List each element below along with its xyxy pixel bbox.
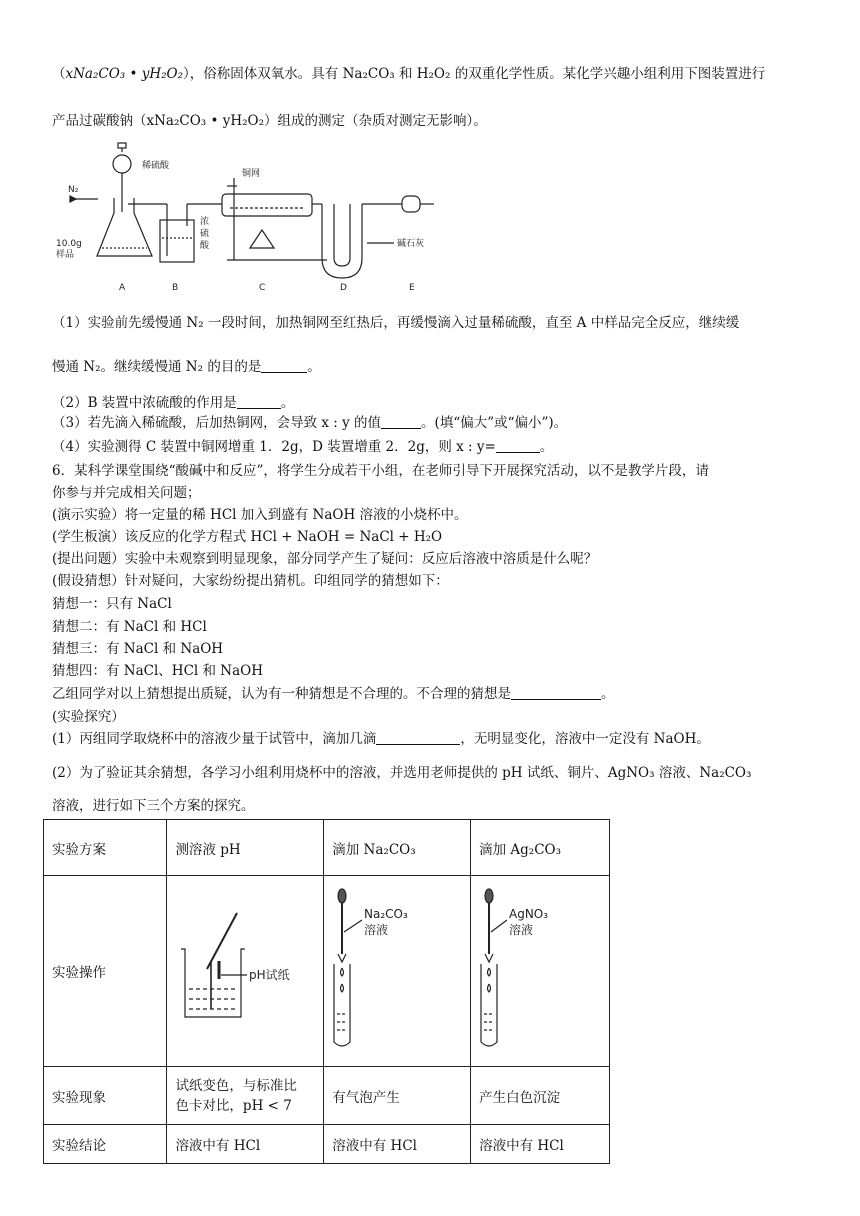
drying-tube-e <box>402 196 420 212</box>
answer-blank-3[interactable] <box>381 414 421 429</box>
row-header-plan: 实验方案 <box>44 820 167 876</box>
q6-challenge <box>52 684 615 704</box>
beaker-ph-paper-illustration <box>175 909 311 1029</box>
flask-a <box>97 198 152 256</box>
letter-d: D <box>340 283 347 293</box>
dropper-bulb-icon <box>485 889 493 903</box>
u-tube-d <box>322 204 362 278</box>
apparatus-diagram <box>52 138 452 298</box>
phenomenon-ph <box>167 1067 324 1125</box>
intro-line-1 <box>52 64 765 84</box>
q5-part1-line-b <box>52 357 321 377</box>
phenomenon-ph-line-2: 色卡对比，pH < 7 <box>175 1097 292 1114</box>
q6-e1-text-b: ，无明显变化，溶液中一定没有 NaOH。 <box>460 731 710 747</box>
dropper-bulb-icon <box>338 889 346 903</box>
label-solution-1: 溶液 <box>364 923 389 937</box>
dropper-agno3-illustration <box>479 884 601 1054</box>
label-conc-3: 酸 <box>200 241 210 251</box>
letter-e: E <box>409 283 415 293</box>
row-header-operation: 实验操作 <box>44 876 167 1067</box>
row-header-phenomenon: 实验现象 <box>44 1067 167 1125</box>
intro-text-1: ），俗称固体双氧水。具有 Na₂CO₃ 和 H₂O₂ 的双重化学性质。某化学兴趣小组利用下图装置进行 <box>183 66 766 82</box>
q6-demo: (演示实验）将一定量的稀 HCl 加入到盛有 NaOH 溶液的小烧杯中。 <box>52 507 468 523</box>
label-solution-2: 溶液 <box>509 923 534 937</box>
q6-e1-text-a: (1）丙组同学取烧杯中的溶液少量于试管中，滴加几滴 <box>52 731 377 747</box>
q6-question: (提出问题）实验中未观察到明显现象，部分同学产生了疑问：反应后溶液中溶质是什么呢？ <box>52 551 598 567</box>
drop-icon <box>341 968 344 976</box>
label-dilute-sulfuric: 稀硫酸 <box>142 161 170 171</box>
n2-arrow-icon <box>70 196 76 202</box>
q5-part3-end: 。(填“偏大”或“偏小”)。 <box>421 415 568 431</box>
q5-part1-line-a: （1）实验前先缓慢通 N₂ 一段时间，加热铜网至红热后，再缓慢滴入过量稀硫酸，直至 A 中样品完全反应，继续缓 <box>52 315 740 331</box>
dropper-na2co3-illustration <box>332 884 460 1054</box>
q5-part3-text: （3）若先滴入稀硫酸，后加热铜网，会导致 x : y 的值 <box>52 415 382 431</box>
intro-line-2: 产品过碳酸钠（xNa₂CO₃ • yH₂O₂）组成的测定（杂质对测定无影响）。 <box>52 113 487 129</box>
q6-explore-1 <box>52 729 710 749</box>
q5-part2-text: （2）B 装置中浓硫酸的作用是 <box>52 395 237 411</box>
label-conc-2: 硫 <box>200 229 210 239</box>
answer-blank-5[interactable] <box>511 685 601 700</box>
separatory-funnel <box>113 155 131 173</box>
q5-part4 <box>52 437 553 457</box>
op-ph-cell <box>167 876 324 1067</box>
q5-part1-end: 。 <box>307 359 321 375</box>
guess-2: 猜想二：有 NaCl 和 HCl <box>52 619 207 635</box>
guess-4: 猜想四：有 NaCl、HCl 和 NaOH <box>52 663 264 679</box>
answer-blank-6[interactable] <box>376 730 460 745</box>
phenomenon-ph-line-1: 试纸变色，与标准比 <box>175 1077 297 1094</box>
label-n2: N₂ <box>68 185 79 195</box>
label-na2co3: Na₂CO₃ <box>364 907 409 921</box>
q6-explore-2a: (2）为了验证其余猜想，各学习小组利用烧杯中的溶液，并选用老师提供的 pH 试纸、铜片、AgNO₃ 溶液、Na₂CO₃ <box>52 765 752 781</box>
answer-blank-4[interactable] <box>496 438 540 453</box>
table-row <box>44 820 610 876</box>
letter-c: C <box>259 283 266 293</box>
label-ph-paper: pH试纸 <box>249 968 291 982</box>
q5-part4-text: （4）实验测得 C 装置中铜网增重 1．2g，D 装置增重 2．2g，则 x : y= <box>52 439 496 455</box>
drop-icon <box>488 968 491 976</box>
row-header-conclusion: 实验结论 <box>44 1125 167 1164</box>
q6-board: (学生板演）该反应的化学方程式 HCl + NaOH = NaCl + H₂O <box>52 529 443 545</box>
glass-rod-icon <box>207 913 237 969</box>
plan-ag2co3: 滴加 Ag₂CO₃ <box>471 820 610 876</box>
table-row <box>44 876 610 1067</box>
q5-part2-end: 。 <box>280 395 295 411</box>
burner <box>250 230 274 248</box>
letter-a: A <box>119 283 126 293</box>
experiment-table <box>43 819 610 1164</box>
formula-percarbonate: xNa₂CO₃ • yH₂O₂ <box>65 66 184 82</box>
guess-1: 猜想一：只有 NaCl <box>52 596 172 612</box>
table-row <box>44 1125 610 1164</box>
label-soda-lime: 碱石灰 <box>397 239 425 249</box>
letter-b: B <box>172 283 179 293</box>
q6-explore: (实验探究） <box>52 709 125 725</box>
q5-part4-end: 。 <box>539 439 554 455</box>
phenomenon-agno3: 产生白色沉淀 <box>471 1067 610 1125</box>
label-agno3: AgNO₃ <box>509 907 549 921</box>
label-copper-mesh: 铜网 <box>242 169 261 179</box>
answer-blank-2[interactable] <box>237 394 281 409</box>
answer-blank-1[interactable] <box>261 358 307 373</box>
guess-3: 猜想三：有 NaCl 和 NaOH <box>52 641 224 657</box>
q6-challenge-text: 乙组同学对以上猜想提出质疑，认为有一种猜想是不合理的。不合理的猜想是 <box>52 686 511 702</box>
q5-part2 <box>52 393 294 413</box>
label-sample-mass: 10.0g <box>56 239 82 249</box>
phenomenon-na2co3: 有气泡产生 <box>324 1067 471 1125</box>
conclusion-agno3: 溶液中有 HCl <box>471 1125 610 1164</box>
label-conc-1: 浓 <box>200 217 210 227</box>
plan-ph: 测溶液 pH <box>167 820 324 876</box>
q6-title-b: 你参与并完成相关问题； <box>52 485 201 501</box>
q6-explore-2b: 溶液，进行如下三个方案的探究。 <box>52 798 255 814</box>
op-agno3-cell <box>471 876 610 1067</box>
op-na2co3-cell <box>324 876 471 1067</box>
q6-challenge-end: 。 <box>601 686 615 702</box>
conclusion-ph: 溶液中有 HCl <box>167 1125 324 1164</box>
q5-part3 <box>52 413 567 433</box>
intro-paren: （ <box>52 66 66 82</box>
table-row <box>44 1067 610 1125</box>
q5-part1-text: 慢通 N₂。继续缓慢通 N₂ 的目的是 <box>52 359 262 375</box>
conclusion-na2co3: 溶液中有 HCl <box>324 1125 471 1164</box>
tube-c <box>222 194 312 216</box>
wash-bottle-b <box>160 220 194 262</box>
plan-na2co3: 滴加 Na₂CO₃ <box>324 820 471 876</box>
label-sample: 样品 <box>56 250 75 260</box>
q6-title-a: 6．某科学课堂围绕“酸碱中和反应”，将学生分成若干小组，在老师引导下开展探究活动，以不是教学片段，请 <box>52 463 709 479</box>
q6-hypothesis: (假设猜想）针对疑问，大家纷纷提出猜机。印组同学的猜想如下： <box>52 573 449 589</box>
